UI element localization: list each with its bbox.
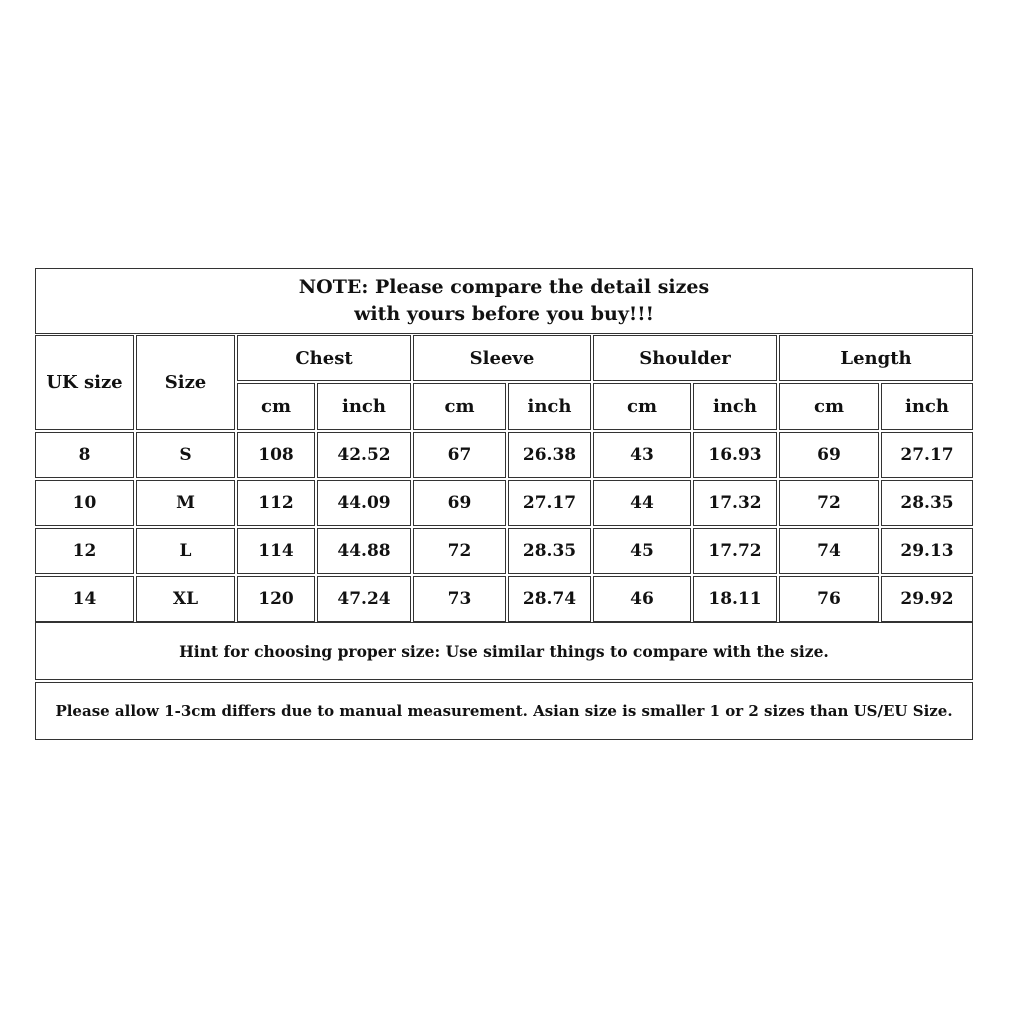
size-cell: L [136,528,235,574]
length-cm-header: cm [779,383,879,430]
note-line-1: NOTE: Please compare the detail sizes [298,276,710,298]
sleeve-cm-cell: 69 [413,480,506,526]
chest-inch-cell: 47.24 [317,576,411,622]
sleeve-header: Sleeve [413,335,591,381]
shoulder-inch-cell: 17.72 [693,528,777,574]
length-inch-cell: 28.35 [881,480,973,526]
size-chart [35,268,973,740]
sleeve-inch-header: inch [508,383,591,430]
chest-header: Chest [237,335,411,381]
chest-cm-header: cm [237,383,315,430]
sleeve-inch-cell: 28.35 [508,528,591,574]
size-cell: S [136,432,235,478]
sleeve-cm-cell: 72 [413,528,506,574]
chest-inch-cell: 44.88 [317,528,411,574]
length-inch-cell: 29.92 [881,576,973,622]
sleeve-cm-cell: 73 [413,576,506,622]
shoulder-header: Shoulder [593,335,777,381]
hint-text: Hint for choosing proper size: Use similar things to compare with the size. [35,622,973,680]
shoulder-cm-cell: 46 [593,576,691,622]
uk-size-cell: 14 [35,576,134,622]
note-banner [35,268,973,334]
sleeve-cm-header: cm [413,383,506,430]
uk-size-cell: 12 [35,528,134,574]
length-inch-header: inch [881,383,973,430]
length-inch-cell: 29.13 [881,528,973,574]
sleeve-cm-cell: 67 [413,432,506,478]
chest-inch-cell: 42.52 [317,432,411,478]
shoulder-cm-header: cm [593,383,691,430]
length-cm-cell: 72 [779,480,879,526]
chest-cm-cell: 108 [237,432,315,478]
length-inch-cell: 27.17 [881,432,973,478]
shoulder-inch-cell: 16.93 [693,432,777,478]
length-cm-cell: 76 [779,576,879,622]
size-cell: XL [136,576,235,622]
uk-size-cell: 8 [35,432,134,478]
shoulder-cm-cell: 43 [593,432,691,478]
chest-inch-cell: 44.09 [317,480,411,526]
chest-inch-header: inch [317,383,411,430]
measurement-note: Please allow 1-3cm differs due to manual measurement. Asian size is smaller 1 or 2 sizes than US/EU Size. [35,682,973,740]
uk-size-header: UK size [35,335,134,430]
shoulder-inch-header: inch [693,383,777,430]
length-header: Length [779,335,973,381]
length-cm-cell: 69 [779,432,879,478]
sleeve-inch-cell: 27.17 [508,480,591,526]
note-line-2: with yours before you buy!!! [354,303,654,325]
chest-cm-cell: 112 [237,480,315,526]
size-cell: M [136,480,235,526]
uk-size-cell: 10 [35,480,134,526]
length-cm-cell: 74 [779,528,879,574]
chest-cm-cell: 114 [237,528,315,574]
sleeve-inch-cell: 28.74 [508,576,591,622]
size-header: Size [136,335,235,430]
shoulder-cm-cell: 45 [593,528,691,574]
chest-cm-cell: 120 [237,576,315,622]
shoulder-inch-cell: 18.11 [693,576,777,622]
sleeve-inch-cell: 26.38 [508,432,591,478]
shoulder-inch-cell: 17.32 [693,480,777,526]
shoulder-cm-cell: 44 [593,480,691,526]
